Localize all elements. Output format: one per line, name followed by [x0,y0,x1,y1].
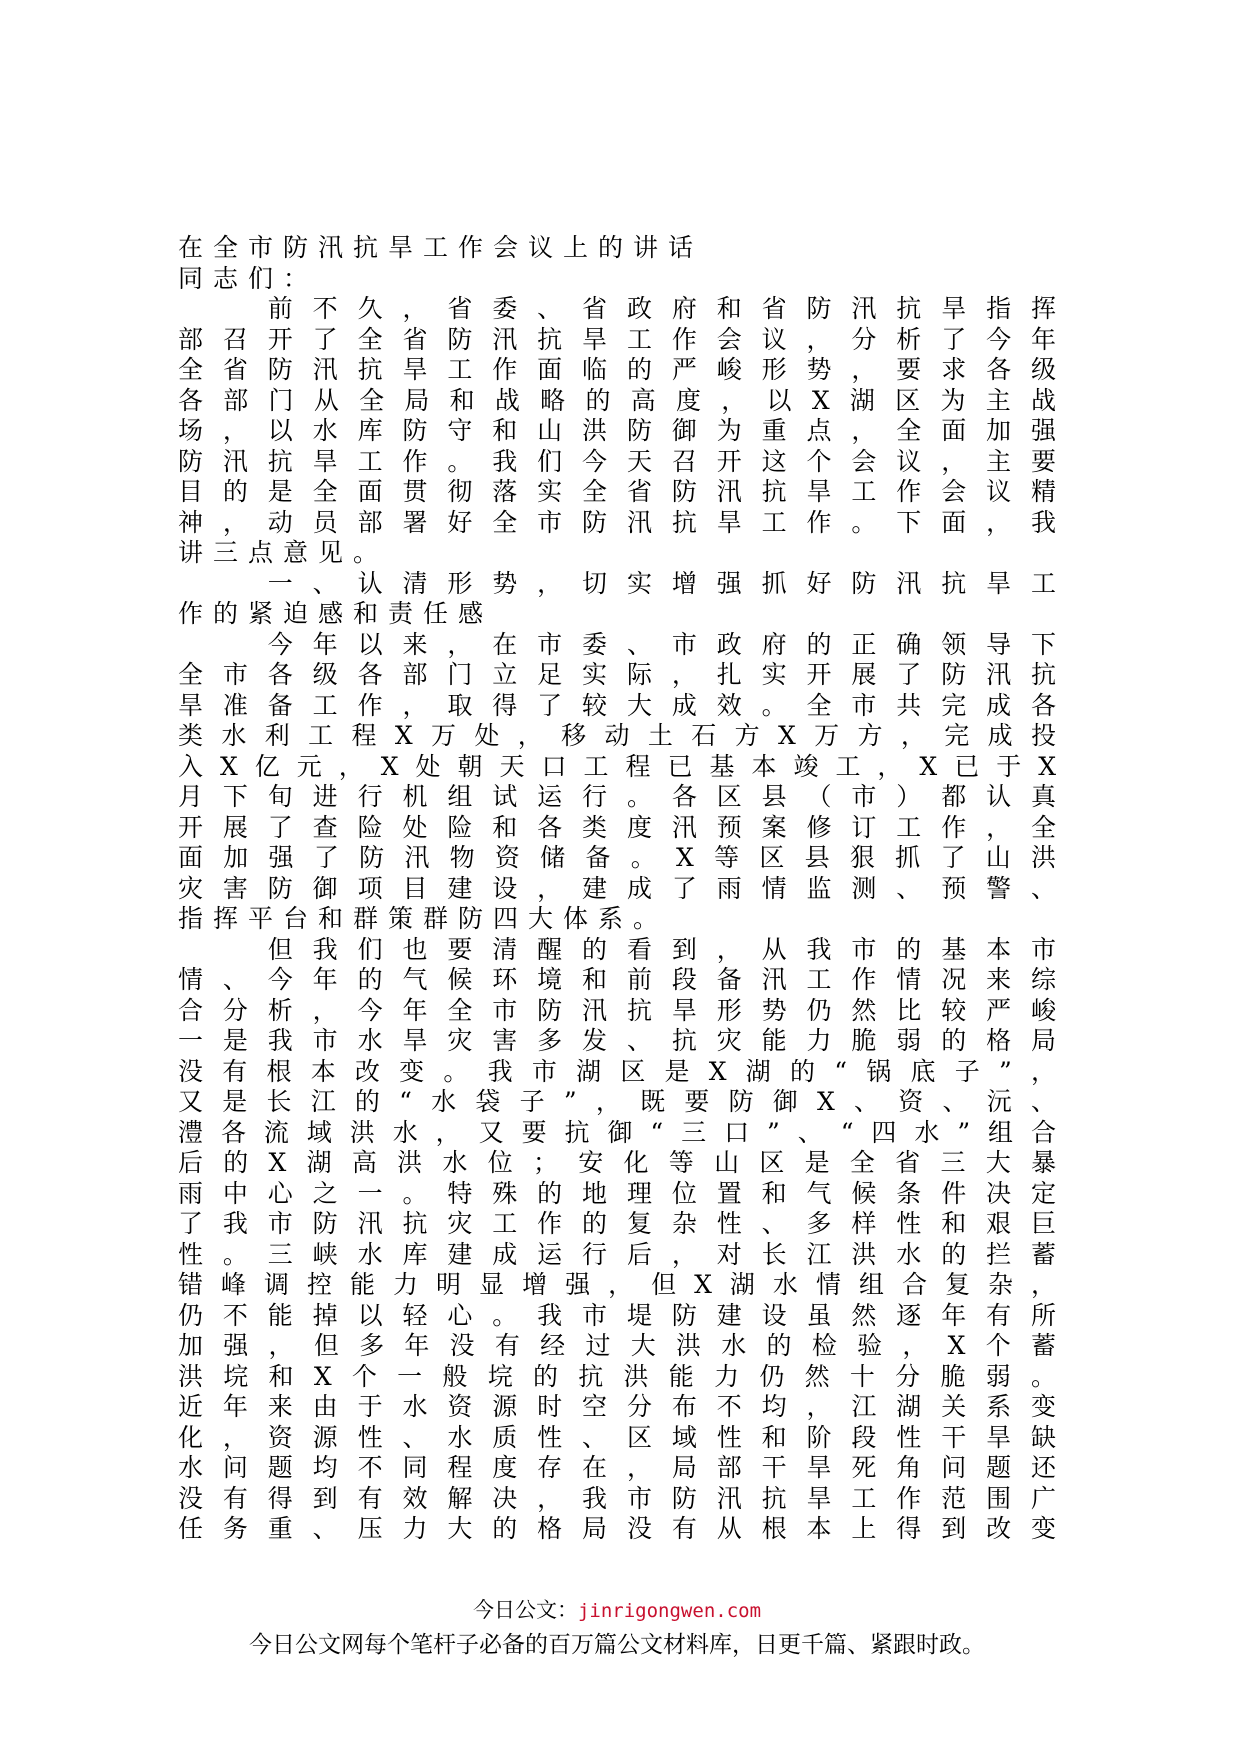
body-line: 一是我市水旱灾害多发、抗灾能力脆弱的格局 [178,1026,1056,1055]
body-line: 面加强了防汛物资储备。X等区县狠抓了山洪 [178,843,1056,872]
document-title: 在全市防汛抗旱工作会议上的讲话 [178,233,704,262]
body-line: 部召开了全省防汛抗旱工作会议，分析了今年 [178,324,1056,354]
body-line: 前不久，省委、省政府和省防汛抗旱指挥 [178,294,1056,323]
body-line: 错峰调控能力明显增强，但X湖水情组合复杂， [178,1270,1056,1299]
body-line: 灾害防御项目建设，建成了雨情监测、预警、 [178,873,1056,903]
body-line: 水问题均不同程度存在，局部干旱死角问题还 [178,1453,1056,1482]
body-line: 了我市防汛抗灾工作的复杂性、多样性和艰巨 [178,1209,1056,1238]
body-line: 各部门从全局和战略的高度，以X湖区为主战 [178,385,1056,415]
body-line: 近年来由于水资源时空分布不均，江湖关系变 [178,1392,1056,1421]
body-line: 指挥平台和群策群防四大体系。 [178,904,669,933]
body-line: 场，以水库防守和山洪防御为重点，全面加强 [178,416,1056,445]
section-heading-line: 作的紧迫感和责任感 [178,599,494,628]
footer-site-label: 今日公文： [472,1598,578,1622]
body-line: 没有根本改变。我市湖区是X湖的“锅底子”， [178,1056,1056,1086]
footer-site-url[interactable]: jinrigongwen.com [577,1600,762,1622]
body-line: 化，资源性、水质性、区域性和阶段性干旱缺 [178,1422,1056,1452]
footer-site-line [0,1596,1234,1625]
body-line: 又是长江的“水袋子”，既要防御X、资、沅、 [178,1087,1056,1116]
body-line: 目的是全面贯彻落实全省防汛抗旱工作会议精 [178,477,1056,506]
body-line: 雨中心之一。特殊的地理位置和气候条件决定 [178,1178,1056,1208]
body-line: 合分析，今年全市防汛抗旱形势仍然比较严峻 [178,995,1056,1025]
body-line: 后的X湖高洪水位；安化等山区是全省三大暴 [178,1148,1056,1177]
body-line: 开展了查险处险和各类度汛预案修订工作，全 [178,812,1056,842]
body-line: 仍不能掉以轻心。我市堤防建设虽然逐年有所 [178,1300,1056,1330]
body-line: 全市各级各部门立足实际，扎实开展了防汛抗 [178,660,1056,689]
speech-body [178,233,1056,1545]
body-line: 月下旬进行机组试运行。各区县（市）都认真 [178,782,1056,811]
body-line: 防汛抗旱工作。我们今天召开这个会议，主要 [178,446,1056,476]
body-line: 神，动员部署好全市防汛抗旱工作。下面，我 [178,507,1056,537]
body-line: 今年以来，在市委、市政府的正确领导下 [178,629,1056,659]
body-line: 加强，但多年没有经过大洪水的检验，X个蓄 [178,1331,1056,1360]
body-line: 旱准备工作，取得了较大成效。全市共完成各 [178,690,1056,720]
footer-tagline: 今日公文网每个笔杆子必备的百万篇公文材料库，日更千篇、紧跟时政。 [249,1632,985,1658]
body-line: 洪垸和X个一般垸的抗洪能力仍然十分脆弱。 [178,1361,1056,1391]
body-line: 性。三峡水库建成运行后，对长江洪水的拦蓄 [178,1239,1056,1269]
body-line: 讲三点意见。 [178,538,389,567]
body-line: 入X亿元，X处朝天口工程已基本竣工，X已于X [178,751,1056,781]
body-line: 但我们也要清醒的看到，从我市的基本市 [178,934,1056,964]
body-line: 全省防汛抗旱工作面临的严峻形势，要求各级 [178,355,1056,384]
salutation: 同志们： [178,263,319,293]
body-line: 类水利工程X万处，移动土石方X万方，完成投 [178,721,1056,750]
body-line: 澧各流域洪水，又要抗御“三口”、“四水”组合 [178,1117,1056,1147]
body-line: 没有得到有效解决，我市防汛抗旱工作范围广 [178,1483,1056,1513]
body-line: 情、今年的气候环境和前段备汛工作情况来综 [178,965,1056,994]
section-heading-line: 一、认清形势，切实增强抓好防汛抗旱工 [178,568,1056,598]
body-line: 任务重、压力大的格局没有从根本上得到改变 [178,1514,1056,1543]
